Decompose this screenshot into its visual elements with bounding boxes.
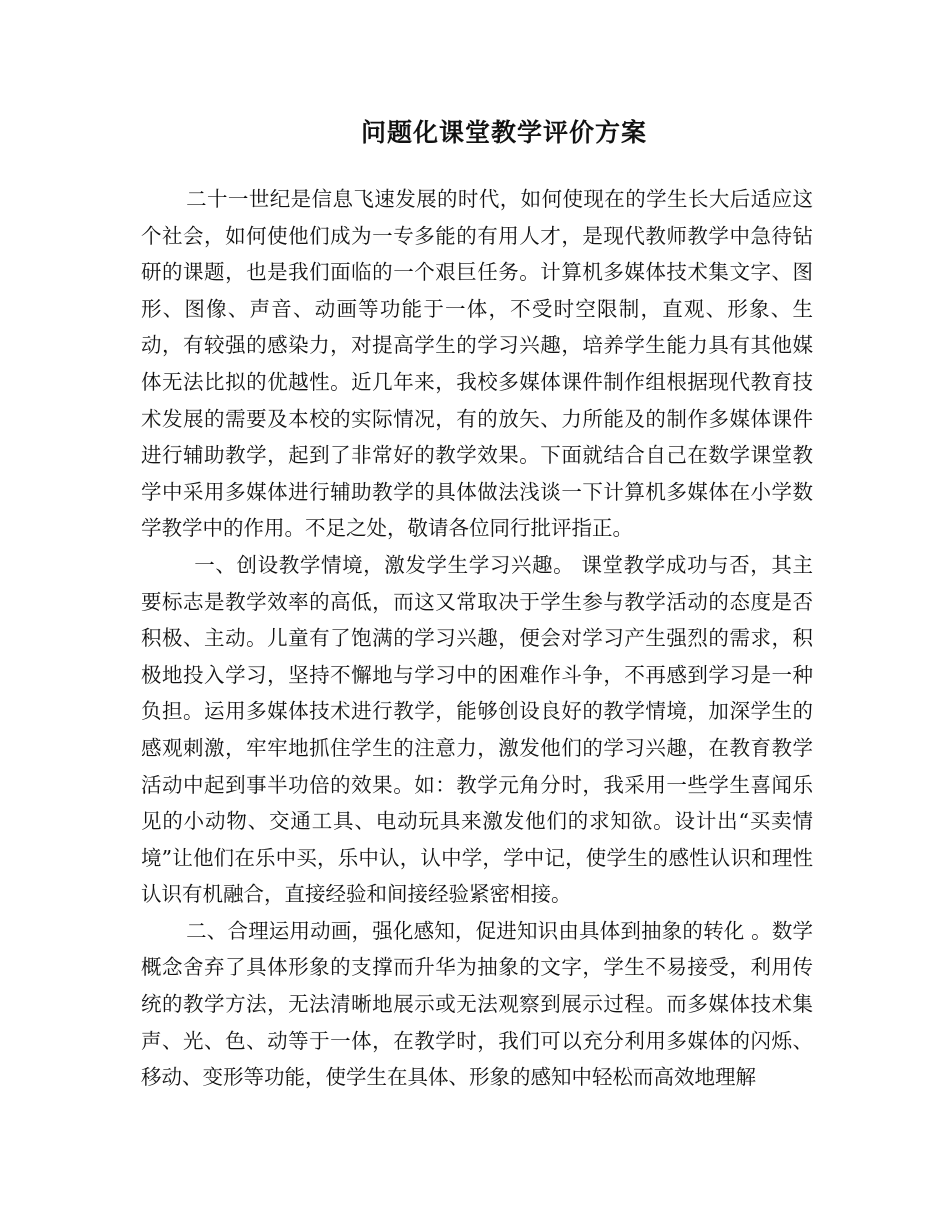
document-body [141,181,813,1096]
document-title: 问题化课堂教学评价方案 [360,118,647,147]
paragraph-section-2: 二、合理运用动画，强化感知，促进知识由具体到抽象的转化 。数学概念舍弃了具体形象的支撑而升华为抽象的文字，学生不易接受，利用传统的教学方法，无法清晰地展示或无法观察到展示过程。而多媒体技术集声、光、色、动等于一体，在教学时，我们可以充分利用多媒体的闪烁、移动、变形等功能，使学生在具体、形象的感知中轻松而高效地理解 [141,918,813,1090]
paragraph-section-1: 一、创设教学情境，激发学生学习兴趣。 课堂教学成功与否，其主要标志是教学效率的高低，而这又常取决于学生参与教学活动的态度是否积极、主动。儿童有了饱满的学习兴趣，便会对学习产生强烈的需求，积极地投入学习，坚持不懈地与学习中的困难作斗争，不再感到学习是一种负担。运用多媒体技术进行教学，能够创设良好的教学情境，加深学生的感观刺激，牢牢地抓住学生的注意力，激发他们的学习兴趣，在教育教学活动中起到事半功倍的效果。如：教学元角分时，我采用一些学生喜闻乐见的小动物、交通工具、电动玩具来激发他们的求知欲。设计出“买卖情境”让他们在乐中买，乐中认，认中学，学中记，使学生的感性认识和理性认识有机融合，直接经验和间接经验紧密相接。 [141,552,813,907]
paragraph-intro: 二十一世纪是信息飞速发展的时代，如何使现在的学生长大后适应这个社会，如何使他们成为一专多能的有用人才，是现代教师教学中急待钻研的课题，也是我们面临的一个艰巨任务。计算机多媒体技术集文字、图形、图像、声音、动画等功能于一体，不受时空限制，直观、形象、生动，有较强的感染力，对提高学生的学习兴趣，培养学生能力具有其他媒体无法比拟的优越性。近几年来，我校多媒体课件制作组根据现代教育技术发展的需要及本校的实际情况，有的放矢、力所能及的制作多媒体课件进行辅助教学，起到了非常好的教学效果。下面就结合自己在数学课堂教学中采用多媒体进行辅助教学的具体做法浅谈一下计算机多媒体在小学数学教学中的作用。不足之处，敬请各位同行批评指正。 [141,187,813,541]
